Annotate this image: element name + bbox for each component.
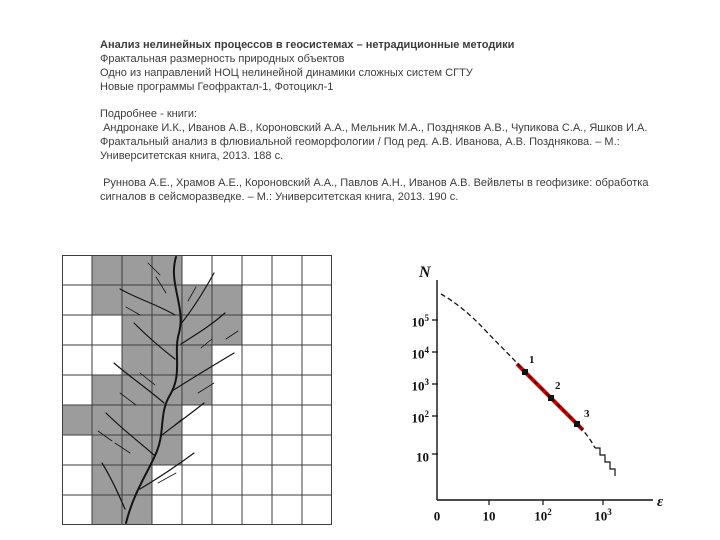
data-point-1 [522,369,528,375]
y-tick-label-1e3 [395,376,429,392]
y-tick-label-1e2 [395,408,429,424]
axis-tick-marks [432,320,603,505]
dashed-curve [441,294,595,448]
y-tick-label-10 [395,447,429,463]
x-tick-label-1e2 [529,506,557,522]
data-point-2 [548,395,554,401]
point-label-1: 1 [529,354,535,366]
point-label-3: 3 [584,408,590,420]
book-reference-1: Андронаке И.К., Иванов А.В., Короновский А.А., Мельник М.А., Поздняков А.В., Чупикова С.А., Яшков И.А. Фрактальный анализ в флювиальной геоморфологии / Под ред. А.В. Иванова, А.В. Позднякова. – М.: Университетская книга, 2013. 188 с. [100,122,651,162]
blank-line [100,163,675,176]
tick-base: 10 [534,508,548,524]
box-counting-figure [62,255,332,525]
slide-title: Анализ нелинейных процессов в геосистемах – нетрадиционные методики [100,39,515,51]
tick-exponent: 3 [607,507,612,517]
point-label-2: 2 [555,380,561,392]
tick-base: 10 [416,449,429,465]
fractal-dimension-plot [395,258,690,533]
tick-base: 10 [411,346,425,362]
tick-exponent: 2 [547,507,552,517]
subtitle-line-1: Фрактальная размерность природных объектов [100,53,345,65]
tick-exponent: 3 [424,377,429,387]
tick-base: 10 [411,378,425,394]
tick-base: 10 [482,508,496,524]
book-reference-2: Руннова А.Е., Храмов А.Е., Короновский А.А., Павлов А.Н., Иванов А.В. Вейвлеты в геофизике: обработка сигналов в сейсморазведке. – М.: Университетская книга, 2013. 190 с. [100,177,652,203]
x-tick-label-1e3 [589,506,617,522]
tick-exponent: 2 [424,409,429,419]
data-point-3 [574,421,580,427]
tick-base: 10 [411,314,425,330]
y-tick-label-1e4 [395,344,429,360]
blank-line [100,94,675,107]
x-axis-label: ε [657,494,664,510]
staircase-tail [595,448,615,476]
tick-base: 10 [411,410,425,426]
subtitle-line-3: Новые программы Геофрактал-1, Фотоцикл-1 [100,81,334,93]
subtitle-line-2: Одно из направлений НОЦ нелинейной динамики сложных систем СГТУ [100,67,473,79]
tick-base: 10 [594,508,608,524]
y-axis-label: N [419,264,431,281]
x-tick-label-10 [477,506,501,522]
box-counting-svg [62,255,332,525]
books-header: Подробнее - книги: [100,108,198,120]
slide-text-block [100,38,675,204]
tick-base: 0 [433,508,441,524]
y-tick-label-1e5 [395,312,429,328]
tick-exponent: 4 [424,345,429,355]
tick-exponent: 5 [424,313,429,323]
plot-svg [395,258,690,533]
x-tick-label-0 [430,506,444,522]
